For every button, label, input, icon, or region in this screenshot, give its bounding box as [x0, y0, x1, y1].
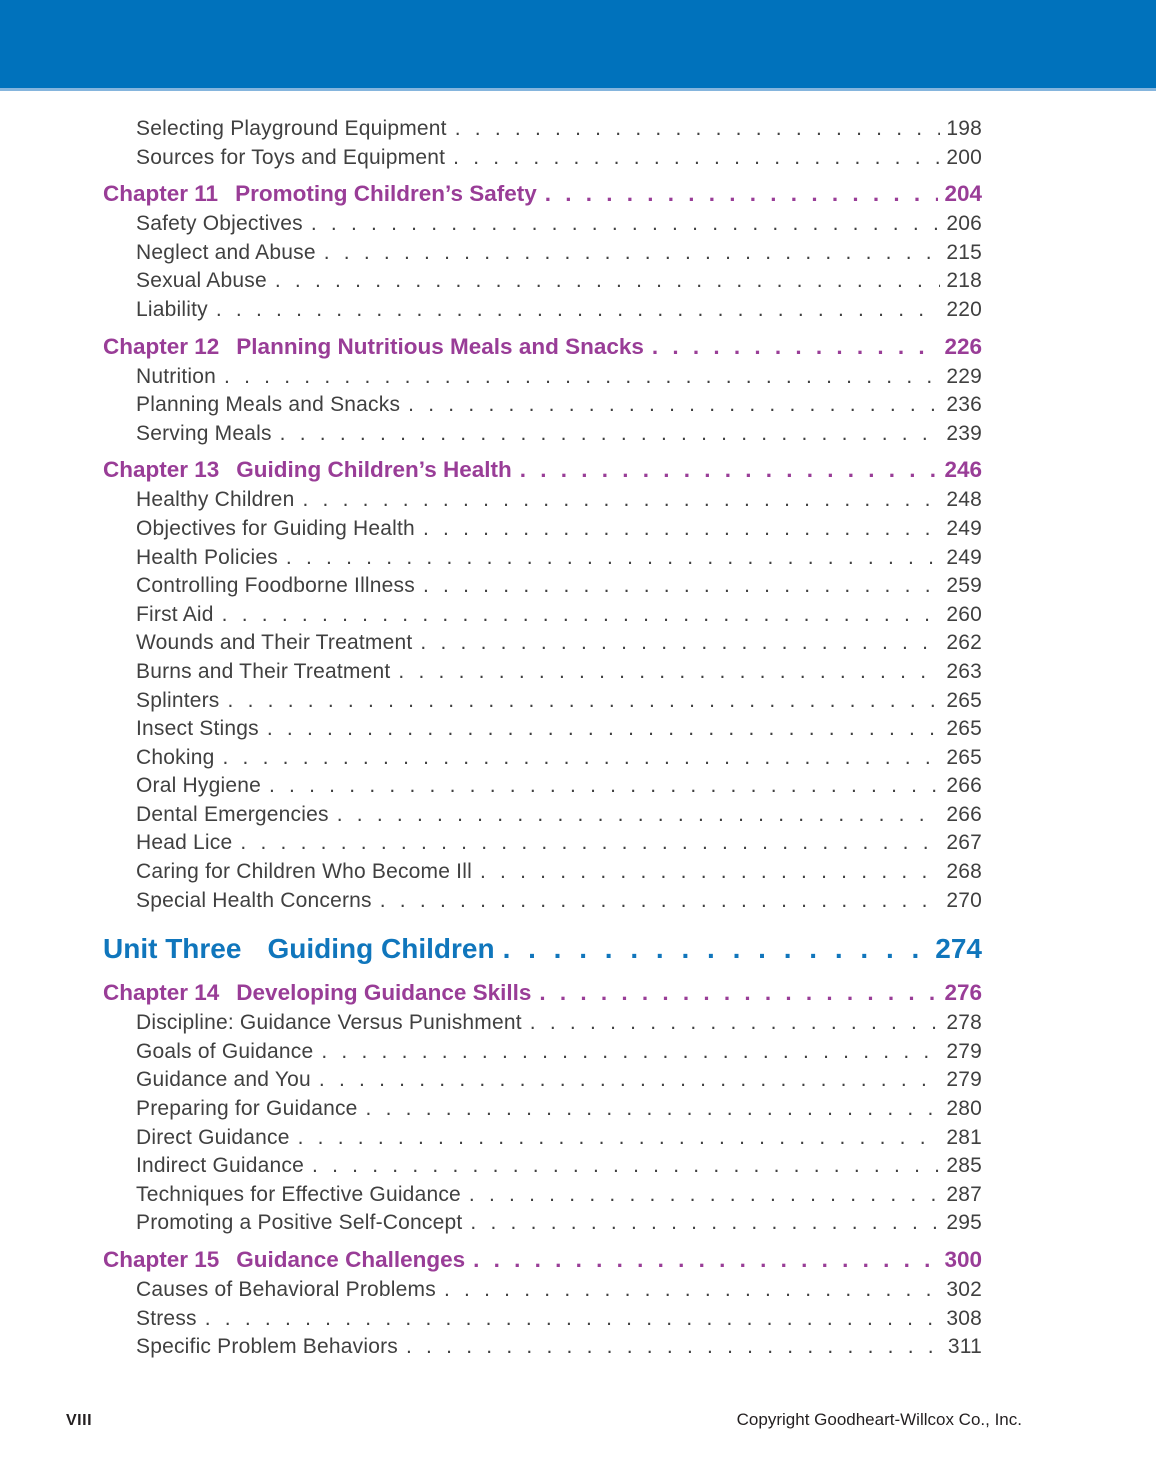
- dot-leader: [470, 1209, 940, 1238]
- dot-leader: [222, 744, 940, 773]
- toc-entry-page: 268: [946, 860, 982, 884]
- dot-leader: [455, 115, 941, 144]
- toc-entry-title: Planning Meals and Snacks: [136, 393, 401, 417]
- dot-leader: [520, 455, 939, 485]
- toc-entry-page: 308: [946, 1306, 982, 1330]
- dot-leader: [298, 1124, 941, 1153]
- toc-entry-page: 281: [946, 1125, 982, 1149]
- toc-entry-title: Serving Meals: [136, 421, 272, 445]
- toc-row: [103, 391, 982, 420]
- toc-entry-page: 263: [946, 659, 982, 683]
- toc-row: [103, 1095, 982, 1124]
- dot-leader: [423, 515, 940, 544]
- toc-row: [103, 801, 982, 830]
- toc-entry-title: Promoting a Positive Self-Concept: [136, 1211, 463, 1235]
- toc-entry-page: 236: [946, 393, 982, 417]
- toc-row: [103, 144, 982, 173]
- dot-leader: [280, 420, 941, 449]
- toc-entry-label: Chapter 12: [103, 333, 220, 359]
- toc-entry-title: Guiding Children’s Health: [236, 457, 512, 483]
- toc-row: [103, 515, 982, 544]
- toc-entry-page: 260: [946, 602, 982, 626]
- toc-entry-title: Specific Problem Behaviors: [136, 1335, 398, 1359]
- toc-entry-page: 279: [946, 1039, 982, 1063]
- toc-entry-page: 204: [944, 181, 982, 207]
- toc-row: [103, 115, 982, 144]
- toc-entry-page: 266: [946, 774, 982, 798]
- toc-row: [103, 179, 982, 209]
- dot-leader: [444, 1276, 940, 1305]
- dot-leader: [216, 296, 941, 325]
- toc-entry-title: Neglect and Abuse: [136, 240, 316, 264]
- dot-leader: [275, 267, 941, 296]
- toc-entry-title: Splinters: [136, 688, 220, 712]
- toc-row: [103, 658, 982, 687]
- toc-row: [103, 772, 982, 801]
- toc-row: [103, 296, 982, 325]
- toc-entry-page: 311: [947, 1335, 982, 1359]
- dot-leader: [324, 239, 941, 268]
- dot-leader: [453, 144, 940, 173]
- toc-entry-title: Head Lice: [136, 831, 233, 855]
- toc-entry-title: Preparing for Guidance: [136, 1097, 358, 1121]
- toc-entry-page: 287: [946, 1182, 982, 1206]
- toc-entry-page: 206: [946, 212, 982, 236]
- toc-entry-title: Discipline: Guidance Versus Punishment: [136, 1011, 522, 1035]
- toc-entry-page: 267: [946, 831, 982, 855]
- toc-row: [103, 629, 982, 658]
- dot-leader: [469, 1181, 940, 1210]
- toc-entry-label: Chapter 11: [103, 181, 219, 207]
- dot-leader: [423, 572, 940, 601]
- toc-row: [103, 687, 982, 716]
- toc-row: [103, 363, 982, 392]
- dot-leader: [224, 363, 940, 392]
- toc-row: [103, 1333, 982, 1362]
- toc-entry-page: 265: [946, 745, 982, 769]
- toc-entry-title: Insect Stings: [136, 717, 259, 741]
- toc-entry-title: Burns and Their Treatment: [136, 659, 391, 683]
- toc-entry-page: 285: [946, 1154, 982, 1178]
- toc-row: [103, 1124, 982, 1153]
- toc-row: [103, 887, 982, 916]
- toc-row: [103, 1009, 982, 1038]
- toc-entry-page: 265: [946, 717, 982, 741]
- toc-entry-title: Liability: [136, 297, 208, 321]
- dot-leader: [408, 391, 940, 420]
- dot-leader: [205, 1305, 941, 1334]
- page-footer: [66, 1410, 1022, 1430]
- dot-leader: [311, 210, 941, 239]
- toc-entry-title: Dental Emergencies: [136, 802, 329, 826]
- toc-entry-title: Healthy Children: [136, 488, 295, 512]
- toc-entry-title: Planning Nutritious Meals and Snacks: [236, 333, 644, 359]
- toc-row: [103, 1245, 982, 1275]
- toc-entry-page: 218: [946, 269, 982, 293]
- toc-entry-title: Health Policies: [136, 545, 278, 569]
- toc-entry-page: 200: [946, 145, 982, 169]
- dot-leader: [380, 887, 941, 916]
- toc-row: [103, 1181, 982, 1210]
- toc-row: [103, 927, 982, 971]
- toc-entry-title: Sources for Toys and Equipment: [136, 145, 446, 169]
- toc-row: [103, 978, 982, 1008]
- toc-row: [103, 1038, 982, 1067]
- toc-entry-title: Objectives for Guiding Health: [136, 516, 415, 540]
- toc-entry-title: Guiding Children: [267, 933, 495, 965]
- toc-entry-title: Goals of Guidance: [136, 1039, 314, 1063]
- toc-row: [103, 455, 982, 485]
- dot-leader: [321, 1038, 940, 1067]
- toc-entry-title: Indirect Guidance: [136, 1154, 304, 1178]
- toc-entry-page: 239: [946, 421, 982, 445]
- dot-leader: [269, 772, 940, 801]
- toc-row: [103, 829, 982, 858]
- toc-entry-title: Direct Guidance: [136, 1125, 290, 1149]
- toc-entry-title: Oral Hygiene: [136, 774, 261, 798]
- toc-entry-page: 270: [946, 888, 982, 912]
- toc-entry-page: 280: [946, 1097, 982, 1121]
- toc-row: [103, 1152, 982, 1181]
- toc-row: [103, 239, 982, 268]
- toc-entry-page: 220: [946, 297, 982, 321]
- toc-entry-page: 248: [946, 488, 982, 512]
- toc-entry-label: Unit Three: [103, 933, 242, 965]
- toc-entry-page: 226: [944, 333, 982, 359]
- dot-leader: [473, 1245, 938, 1275]
- toc-entry-page: 274: [935, 933, 982, 965]
- toc-entry-title: Guidance and You: [136, 1068, 311, 1092]
- table-of-contents: [103, 115, 982, 1362]
- dot-leader: [366, 1095, 941, 1124]
- dot-leader: [228, 687, 941, 716]
- toc-entry-label: Chapter 13: [103, 457, 220, 483]
- toc-row: [103, 267, 982, 296]
- toc-row: [103, 858, 982, 887]
- toc-entry-title: Stress: [136, 1306, 197, 1330]
- toc-row: [103, 332, 982, 362]
- toc-entry-page: 278: [946, 1011, 982, 1035]
- toc-row: [103, 1066, 982, 1095]
- dot-leader: [530, 1009, 941, 1038]
- dot-leader: [312, 1152, 940, 1181]
- toc-entry-page: 276: [944, 980, 982, 1006]
- toc-entry-page: 265: [946, 688, 982, 712]
- toc-row: [103, 601, 982, 630]
- toc-row: [103, 715, 982, 744]
- toc-entry-page: 302: [946, 1278, 982, 1301]
- dot-leader: [337, 801, 941, 830]
- toc-entry-page: 215: [946, 240, 982, 264]
- dot-leader: [420, 629, 940, 658]
- toc-entry-page: 295: [946, 1211, 982, 1235]
- toc-entry-title: Guidance Challenges: [236, 1247, 466, 1272]
- dot-leader: [240, 829, 940, 858]
- toc-entry-page: 249: [946, 545, 982, 569]
- header-bar: [0, 0, 1156, 91]
- toc-entry-page: 266: [946, 802, 982, 826]
- dot-leader: [222, 601, 941, 630]
- toc-row: [103, 544, 982, 573]
- dot-leader: [545, 179, 939, 209]
- dot-leader: [539, 978, 938, 1008]
- toc-entry-title: Special Health Concerns: [136, 888, 372, 912]
- dot-leader: [302, 486, 940, 515]
- toc-entry-page: 262: [946, 631, 982, 655]
- toc-entry-page: 300: [944, 1247, 982, 1272]
- toc-row: [103, 210, 982, 239]
- toc-entry-label: Chapter 15: [103, 1247, 220, 1272]
- toc-row: [103, 572, 982, 601]
- dot-leader: [480, 858, 940, 887]
- toc-entry-title: Sexual Abuse: [136, 269, 267, 293]
- toc-row: [103, 1305, 982, 1334]
- dot-leader: [503, 927, 930, 971]
- folio-page-number: VIII: [66, 1412, 93, 1429]
- toc-entry-page: 249: [946, 516, 982, 540]
- dot-leader: [319, 1066, 940, 1095]
- toc-entry-title: Promoting Children’s Safety: [235, 181, 537, 207]
- toc-entry-page: 259: [946, 574, 982, 598]
- toc-entry-title: Selecting Playground Equipment: [136, 117, 447, 140]
- toc-entry-title: Techniques for Effective Guidance: [136, 1182, 461, 1206]
- toc-row: [103, 1209, 982, 1238]
- toc-entry-title: First Aid: [136, 602, 214, 626]
- toc-entry-title: Choking: [136, 745, 215, 769]
- dot-leader: [398, 658, 940, 687]
- toc-entry-page: 229: [946, 364, 982, 388]
- toc-entry-title: Controlling Foodborne Illness: [136, 574, 415, 598]
- toc-entry-title: Wounds and Their Treatment: [136, 631, 413, 655]
- toc-entry-title: Safety Objectives: [136, 212, 303, 236]
- toc-entry-page: 246: [944, 457, 982, 483]
- toc-row: [103, 744, 982, 773]
- toc-entry-page: 279: [946, 1068, 982, 1092]
- toc-row: [103, 1276, 982, 1305]
- dot-leader: [406, 1333, 942, 1362]
- toc-entry-label: Chapter 14: [103, 980, 220, 1006]
- toc-entry-page: 198: [946, 117, 982, 140]
- toc-entry-title: Developing Guidance Skills: [236, 980, 532, 1006]
- dot-leader: [652, 332, 939, 362]
- dot-leader: [286, 544, 940, 573]
- toc-row: [103, 420, 982, 449]
- copyright-notice: Copyright Goodheart-Willcox Co., Inc.: [736, 1410, 1022, 1429]
- toc-entry-title: Nutrition: [136, 364, 216, 388]
- toc-entry-title: Causes of Behavioral Problems: [136, 1278, 436, 1301]
- dot-leader: [267, 715, 941, 744]
- toc-row: [103, 486, 982, 515]
- toc-entry-title: Caring for Children Who Become Ill: [136, 860, 472, 884]
